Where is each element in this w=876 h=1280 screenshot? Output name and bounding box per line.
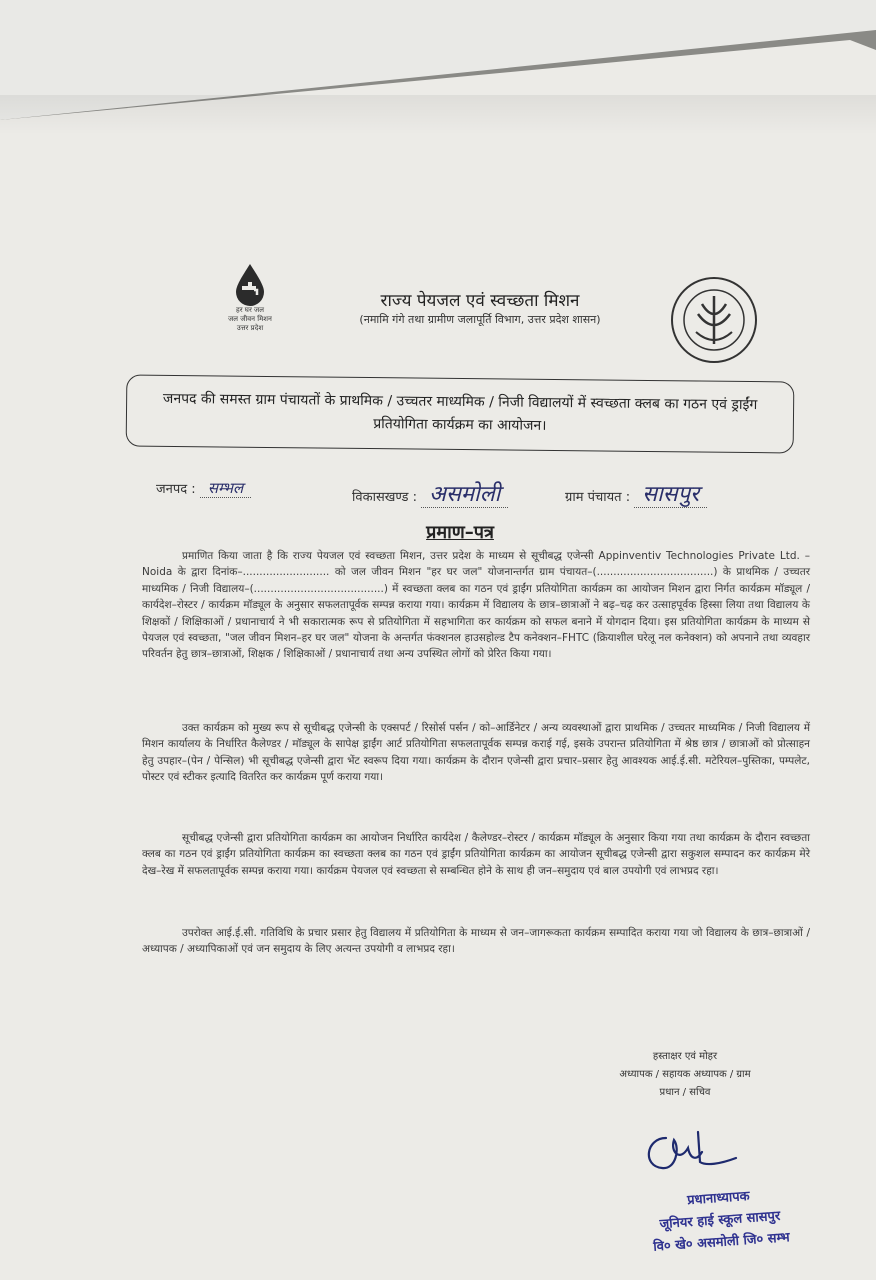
signature-block — [585, 1048, 785, 1102]
signature-line-1: हस्ताक्षर एवं मोहर — [652, 1051, 718, 1062]
panchayat-value: सासपुर — [634, 482, 707, 508]
block-value: असमोली — [421, 482, 508, 508]
district-field — [156, 478, 251, 498]
logo-left-line2: जल जीवन मिशन — [228, 315, 272, 323]
stamp-line-2: जूनियर हाई स्कूल सासपुर — [659, 1208, 781, 1233]
district-label: जनपद : — [156, 482, 196, 497]
uttar-pradesh-state-emblem-icon — [668, 274, 760, 366]
logo-left-line1: हर घर जल — [236, 306, 264, 314]
logo-left-line3: उत्तर प्रदेश — [236, 324, 264, 332]
signature-icon — [636, 1118, 746, 1178]
block-field — [352, 478, 508, 508]
panchayat-label: ग्राम पंचायत : — [565, 490, 631, 505]
paragraph-3: सूचीबद्ध एजेन्सी द्वारा प्रतियोगिता कार्यक्रम का आयोजन निर्धारित कार्यदेश / कैलेण्डर–रोस्टर / कार्यक्रम मॉड्यूल के अनुसार किया गया तथा कार्यक्रम के दौरान स्वच्छता क्लब का गठन एवं ड्राईंग प्रतियोगिता कार्यक्रम का स्वच्छता क्लब का गठन एवं ड्राईंग प्रतियोगिता कार्यक्रम का आयोजन सूचीबद्ध एजेन्सी द्वारा सकुशल सम्पादन कर कार्यक्रम मेरे देख–रेख में सफलतापूर्वक सम्पन्न कराया गया। कार्यक्रम पेयजल एवं स्वच्छता से सम्बन्धित होने के साथ ही जन–समुदाय एवं बाल उपयोगी एवं लाभप्रद रहा। — [142, 832, 810, 877]
panchayat-field — [565, 478, 707, 508]
water-drop-tap-icon — [233, 262, 267, 306]
har-ghar-jal-logo — [220, 262, 280, 333]
block-label: विकासखण्ड : — [352, 490, 418, 505]
page-shadow — [0, 95, 876, 135]
paragraph-4: उपरोक्त आई.ई.सी. गतिविधि के प्रचार प्रसार हेतु विद्यालय में प्रतियोगिता के माध्यम से जन–जागरूकता कार्यक्रम सम्पादित कराया गया जो विद्यालय के छात्र–छात्राओं / अध्यापक / अध्यापिकाओं एवं जन समुदाय के लिए अत्यन्त उपयोगी व लाभप्रद रहा। — [142, 927, 810, 956]
district-value: सम्भल — [200, 479, 251, 498]
header-subtitle: (नमामि गंगे तथा ग्रामीण जलापूर्ति विभाग, उत्तर प्रदेश शासन) — [359, 313, 601, 326]
stamp-line-3: वि० खे० असमोली जि० सम्भ — [652, 1230, 791, 1255]
paragraph-2: उक्त कार्यक्रम को मुख्य रूप से सूचीबद्ध एजेन्सी के एक्सपर्ट / रिसोर्स पर्सन / को–आर्डिनेटर / अन्य व्यवस्थाओं द्वारा प्राथमिक / उच्चतर माध्यमिक / निजी विद्यालय में मिशन कार्यालय के निर्धारित कैलेण्डर / मॉड्यूल के सापेक्ष ड्राईंग आर्ट प्रतियोगिता सफलतापूर्वक सम्पन्न कराई गई, इसके उपरान्त प्रतियोगिता में श्रेष्ठ छात्र / छात्राओं को प्रोत्साहन हेतु उपहार–(पेन / पेन्सिल) भी सूचीबद्ध एजेन्सी द्वारा भेंट स्वरूप दिया गया। कार्यक्रम के दौरान एजेन्सी द्वारा प्रचार–प्रसार हेतु आवश्यक आई.ई.सी. मटेरियल–पुस्तिका, पम्पलेट, पोस्टर एवं स्टीकर इत्यादि वितरित कर कार्यक्रम पूर्ण कराया गया। — [142, 722, 810, 784]
certificate-heading: प्रमाण–पत्र — [426, 522, 494, 543]
subject-text: जनपद की समस्त ग्राम पंचायतों के प्राथमिक / उच्चतर माध्यमिक / निजी विद्यालयों में स्वच्छता क्लब का गठन एवं ड्राईंग प्रतियोगिता कार्यक्रम का आयोजन। — [162, 390, 758, 434]
subject-box — [126, 375, 795, 454]
signature-line-3: प्रधान / सचिव — [659, 1087, 711, 1098]
header-title: राज्य पेयजल एवं स्वच्छता मिशन — [380, 291, 580, 311]
stamp-line-1: प्रधानाध्यापक — [686, 1188, 751, 1209]
state-emblem-logo — [668, 274, 760, 370]
signature-line-2: अध्यापक / सहायक अध्यापक / ग्राम — [619, 1069, 751, 1080]
handwritten-signature — [636, 1118, 746, 1182]
paragraph-1: प्रमाणित किया जाता है कि राज्य पेयजल एवं स्वच्छता मिशन, उत्तर प्रदेश के माध्यम से सूचीबद्ध एजेन्सी Appinventiv Technologies Private Ltd. – Noida के द्वारा दिनांक–.......................... को जल जीवन मिशन "हर घर जल" योजनान्तर्गत ग्राम पंचायत–(...................................) के प्राथमिक / उच्चतर माध्यमिक / निजी विद्यालय–(.......................................) में स्वच्छता क्लब का गठन एवं ड्राईंग प्रतियोगिता कार्यक्रम का आयोजन मिशन द्वारा निर्गत कार्यक्रम मॉड्यूल / कार्यदेश–रोस्टर / कार्यक्रम मॉड्यूल के अनुसार सफलतापूर्वक सम्पन्न कराया गया। कार्यक्रम में विद्यालय के छात्र–छात्राओं ने बढ़–चढ़ कर उत्साहपूर्वक हिस्सा लिया तथा विद्यालय के शिक्षकों / शिक्षिकाओं / प्रधानाचार्य ने भी सकारात्मक रूप से प्रतियोगिता में सहभागिता कर कार्यक्रम को सफल बनाने में योगदान दिया। इस प्रतियोगिता कार्यक्रम के माध्यम से पेयजल एवं स्वच्छता, "जल जीवन मिशन–हर घर जल" योजना के अन्तर्गत फंक्शनल हाउसहोल्ड टैप कनेक्शन–FHTC (क्रियाशील घरेलू नल कनेक्शन) को अपनाने तथा व्यवहार परिवर्तन हेतु छात्र–छात्राओं, शिक्षक / शिक्षिकाओं / प्रधानाचार्य तथा अन्य उपस्थित लोगों को प्रेरित किया गया। — [142, 550, 810, 661]
